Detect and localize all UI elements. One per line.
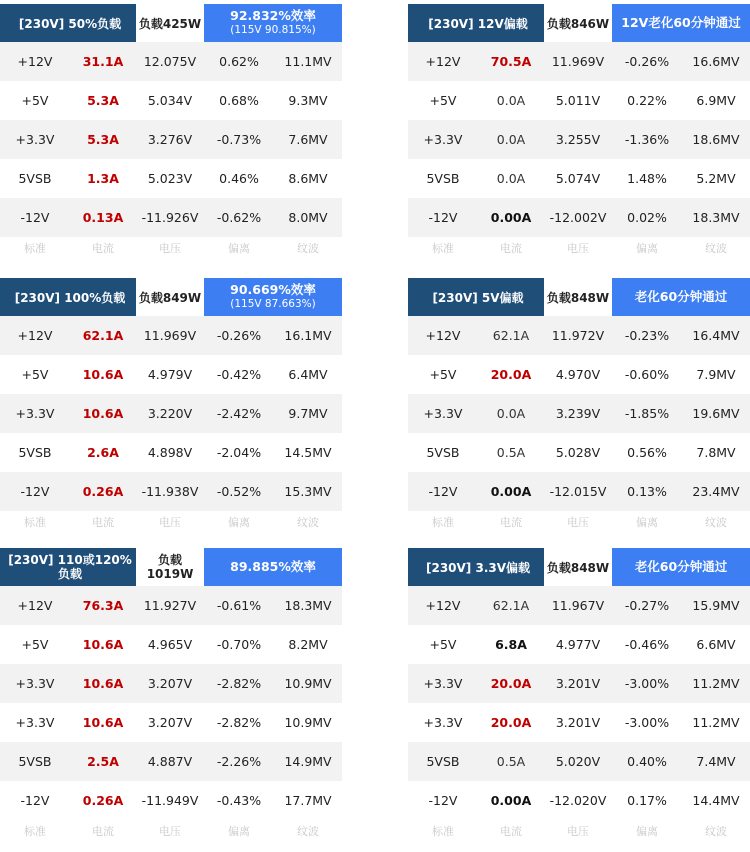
footer-label-voltage: 电压 [136,237,204,259]
efficiency-main: 90.669%效率 [230,282,316,297]
voltage-value: 4.970V [544,355,612,394]
deviation-value: 0.62% [204,42,274,81]
table-title: [230V] 110或120%负载 [0,548,136,586]
efficiency-cell [204,4,342,42]
table-row [0,198,342,237]
table-row [408,159,750,198]
deviation-value: -2.26% [204,742,274,781]
table-110-120-percent-load [0,548,342,842]
table-row [408,472,750,511]
deviation-value: 1.48% [612,159,682,198]
footer-label-current: 电流 [478,820,544,842]
table-row [408,120,750,159]
voltage-value: 3.207V [136,703,204,742]
efficiency-main: 12V老化60分钟通过 [621,15,741,30]
rail-name: +3.3V [0,703,70,742]
table-row [408,81,750,120]
rail-name: +3.3V [0,120,70,159]
voltage-value: -12.002V [544,198,612,237]
rail-name: +5V [408,81,478,120]
footer-label-standard: 标准 [408,237,478,259]
table-row [0,703,342,742]
ripple-value: 11.2MV [682,664,750,703]
load-label: 负载 1019W [136,548,204,586]
footer-label-voltage: 电压 [544,237,612,259]
efficiency-main: 老化60分钟通过 [634,289,728,304]
table-row [0,472,342,511]
voltage-value: 3.201V [544,664,612,703]
footer-label-ripple: 纹波 [682,237,750,259]
current-value: 10.6A [70,625,136,664]
deviation-value: -1.36% [612,120,682,159]
footer-label-current: 电流 [70,820,136,842]
footer-label-current: 电流 [70,511,136,533]
footer-label-standard: 标准 [0,820,70,842]
table-title: [230V] 50%负载 [0,4,136,42]
rail-name: 5VSB [0,742,70,781]
current-value: 2.5A [70,742,136,781]
footer-label-standard: 标准 [0,511,70,533]
current-value: 62.1A [70,316,136,355]
ripple-value: 18.6MV [682,120,750,159]
table-title: [230V] 3.3V偏载 [408,548,544,586]
table-3-3v-bias-load [408,548,750,842]
current-value: 10.6A [70,703,136,742]
current-value: 0.00A [478,781,544,820]
table-row [0,586,342,625]
table-title: [230V] 5V偏载 [408,278,544,316]
footer-label-standard: 标准 [408,820,478,842]
efficiency-cell [204,278,342,316]
ripple-value: 15.9MV [682,586,750,625]
footer-label-ripple: 纹波 [274,237,342,259]
ripple-value: 23.4MV [682,472,750,511]
current-value: 0.5A [478,742,544,781]
voltage-value: 5.023V [136,159,204,198]
load-label: 负载846W [544,4,612,42]
rail-name: 5VSB [0,159,70,198]
rail-name: +3.3V [408,120,478,159]
voltage-value: 3.239V [544,394,612,433]
current-value: 10.6A [70,394,136,433]
deviation-value: -2.04% [204,433,274,472]
rail-name: +5V [408,355,478,394]
table-title: [230V] 100%负载 [0,278,136,316]
ripple-value: 10.9MV [274,703,342,742]
current-value: 0.13A [70,198,136,237]
table-header [408,4,750,42]
deviation-value: -0.23% [612,316,682,355]
rail-name: -12V [0,781,70,820]
current-value: 6.8A [478,625,544,664]
rail-name: +3.3V [408,394,478,433]
table-row [408,394,750,433]
rail-name: +3.3V [0,664,70,703]
rail-name: -12V [0,472,70,511]
table-row [408,742,750,781]
current-value: 20.0A [478,664,544,703]
rail-name: +12V [408,316,478,355]
footer-label-deviation: 偏离 [204,237,274,259]
voltage-value: 4.977V [544,625,612,664]
footer-label-ripple: 纹波 [274,820,342,842]
table-row [0,664,342,703]
voltage-value: -11.949V [136,781,204,820]
table-header [408,278,750,316]
table-row [0,742,342,781]
table-row [0,781,342,820]
voltage-value: 3.220V [136,394,204,433]
current-value: 5.3A [70,120,136,159]
footer-label-ripple: 纹波 [274,511,342,533]
voltage-value: 4.898V [136,433,204,472]
current-value: 0.00A [478,472,544,511]
deviation-value: -2.42% [204,394,274,433]
ripple-value: 6.9MV [682,81,750,120]
current-value: 0.00A [478,198,544,237]
footer-label-current: 电流 [478,511,544,533]
deviation-value: -0.61% [204,586,274,625]
voltage-value: -11.938V [136,472,204,511]
efficiency-sub: (115V 87.663%) [230,298,316,310]
ripple-value: 8.0MV [274,198,342,237]
current-value: 0.26A [70,472,136,511]
ripple-value: 7.9MV [682,355,750,394]
rail-name: -12V [0,198,70,237]
deviation-value: -3.00% [612,664,682,703]
rail-name: +12V [408,42,478,81]
footer-label-current: 电流 [478,237,544,259]
rail-name: +12V [0,316,70,355]
ripple-value: 14.5MV [274,433,342,472]
deviation-value: -1.85% [612,394,682,433]
rail-name: 5VSB [408,433,478,472]
ripple-value: 11.2MV [682,703,750,742]
efficiency-cell [612,278,750,316]
footer-label-ripple: 纹波 [682,820,750,842]
footer-label-standard: 标准 [408,511,478,533]
ripple-value: 18.3MV [682,198,750,237]
footer-label-current: 电流 [70,237,136,259]
voltage-value: 5.074V [544,159,612,198]
table-footer [408,511,750,533]
deviation-value: 0.40% [612,742,682,781]
table-footer [408,237,750,259]
footer-label-deviation: 偏离 [204,511,274,533]
load-label: 负载849W [136,278,204,316]
current-value: 0.26A [70,781,136,820]
table-row [0,159,342,198]
footer-label-ripple: 纹波 [682,511,750,533]
voltage-value: 3.276V [136,120,204,159]
voltage-value: 11.969V [544,42,612,81]
voltage-value: 5.034V [136,81,204,120]
ripple-value: 8.6MV [274,159,342,198]
efficiency-cell [612,548,750,586]
footer-label-voltage: 电压 [544,820,612,842]
current-value: 2.6A [70,433,136,472]
table-row [408,433,750,472]
table-row [0,81,342,120]
footer-label-deviation: 偏离 [612,237,682,259]
table-header [0,4,342,42]
current-value: 20.0A [478,703,544,742]
table-12v-bias-load [408,4,750,259]
ripple-value: 14.4MV [682,781,750,820]
deviation-value: -2.82% [204,664,274,703]
efficiency-main: 89.885%效率 [230,559,316,574]
ripple-value: 9.3MV [274,81,342,120]
table-row [0,120,342,159]
table-row [0,316,342,355]
efficiency-cell [612,4,750,42]
current-value: 62.1A [478,316,544,355]
ripple-value: 6.6MV [682,625,750,664]
deviation-value: -0.26% [204,316,274,355]
rail-name: +5V [0,355,70,394]
voltage-value: 11.967V [544,586,612,625]
table-row [408,42,750,81]
deviation-value: -0.27% [612,586,682,625]
ripple-value: 5.2MV [682,159,750,198]
footer-label-standard: 标准 [0,237,70,259]
efficiency-sub: (115V 90.815%) [230,24,316,36]
current-value: 20.0A [478,355,544,394]
footer-label-deviation: 偏离 [204,820,274,842]
ripple-value: 15.3MV [274,472,342,511]
table-row [0,625,342,664]
ripple-value: 11.1MV [274,42,342,81]
rail-name: +5V [408,625,478,664]
table-50-percent-load [0,4,342,259]
ripple-value: 16.1MV [274,316,342,355]
deviation-value: -0.42% [204,355,274,394]
rail-name: 5VSB [408,742,478,781]
deviation-value: -0.46% [612,625,682,664]
ripple-value: 7.8MV [682,433,750,472]
rail-name: 5VSB [408,159,478,198]
ripple-value: 10.9MV [274,664,342,703]
deviation-value: 0.46% [204,159,274,198]
current-value: 10.6A [70,355,136,394]
rail-name: -12V [408,198,478,237]
table-row [0,42,342,81]
ripple-value: 16.6MV [682,42,750,81]
deviation-value: 0.17% [612,781,682,820]
load-label: 负载425W [136,4,204,42]
ripple-value: 17.7MV [274,781,342,820]
ripple-value: 8.2MV [274,625,342,664]
table-header [0,548,342,586]
footer-label-voltage: 电压 [544,511,612,533]
voltage-value: -12.015V [544,472,612,511]
voltage-value: -12.020V [544,781,612,820]
deviation-value: 0.68% [204,81,274,120]
rail-name: +3.3V [408,703,478,742]
efficiency-main: 老化60分钟通过 [634,559,728,574]
rail-name: -12V [408,472,478,511]
deviation-value: -0.62% [204,198,274,237]
current-value: 1.3A [70,159,136,198]
voltage-value: 5.011V [544,81,612,120]
table-header [0,278,342,316]
voltage-value: 4.979V [136,355,204,394]
voltage-value: 3.255V [544,120,612,159]
table-row [0,433,342,472]
rail-name: +3.3V [408,664,478,703]
table-row [408,781,750,820]
voltage-value: -11.926V [136,198,204,237]
voltage-value: 4.887V [136,742,204,781]
table-row [408,664,750,703]
rail-name: +12V [408,586,478,625]
footer-label-voltage: 电压 [136,820,204,842]
rail-name: +12V [0,42,70,81]
table-footer [0,820,342,842]
table-row [408,625,750,664]
table-row [408,586,750,625]
ripple-value: 7.4MV [682,742,750,781]
deviation-value: -0.52% [204,472,274,511]
ripple-value: 7.6MV [274,120,342,159]
voltage-value: 11.972V [544,316,612,355]
table-footer [0,237,342,259]
rail-name: +12V [0,586,70,625]
ripple-value: 14.9MV [274,742,342,781]
table-header [408,548,750,586]
current-value: 0.0A [478,81,544,120]
table-row [408,355,750,394]
current-value: 0.0A [478,159,544,198]
load-label: 负载848W [544,278,612,316]
rail-name: +3.3V [0,394,70,433]
voltage-value: 11.969V [136,316,204,355]
table-title: [230V] 12V偏载 [408,4,544,42]
ripple-value: 18.3MV [274,586,342,625]
deviation-value: -0.70% [204,625,274,664]
footer-label-voltage: 电压 [136,511,204,533]
ripple-value: 19.6MV [682,394,750,433]
efficiency-main: 92.832%效率 [230,8,316,23]
voltage-value: 3.207V [136,664,204,703]
table-footer [408,820,750,842]
table-footer [0,511,342,533]
table-100-percent-load [0,278,342,533]
current-value: 0.0A [478,120,544,159]
table-row [0,355,342,394]
rail-name: +5V [0,81,70,120]
table-row [0,394,342,433]
voltage-value: 11.927V [136,586,204,625]
current-value: 10.6A [70,664,136,703]
current-value: 0.5A [478,433,544,472]
deviation-value: -3.00% [612,703,682,742]
ripple-value: 6.4MV [274,355,342,394]
deviation-value: -0.60% [612,355,682,394]
deviation-value: -0.26% [612,42,682,81]
voltage-value: 5.020V [544,742,612,781]
table-row [408,703,750,742]
footer-label-deviation: 偏离 [612,820,682,842]
deviation-value: -0.43% [204,781,274,820]
ripple-value: 9.7MV [274,394,342,433]
load-label: 负载848W [544,548,612,586]
current-value: 62.1A [478,586,544,625]
footer-label-deviation: 偏离 [612,511,682,533]
voltage-value: 5.028V [544,433,612,472]
rail-name: 5VSB [0,433,70,472]
current-value: 70.5A [478,42,544,81]
deviation-value: -2.82% [204,703,274,742]
deviation-value: -0.73% [204,120,274,159]
deviation-value: 0.13% [612,472,682,511]
voltage-value: 3.201V [544,703,612,742]
current-value: 0.0A [478,394,544,433]
table-5v-bias-load [408,278,750,533]
table-row [408,198,750,237]
deviation-value: 0.56% [612,433,682,472]
current-value: 31.1A [70,42,136,81]
deviation-value: 0.02% [612,198,682,237]
ripple-value: 16.4MV [682,316,750,355]
deviation-value: 0.22% [612,81,682,120]
rail-name: +5V [0,625,70,664]
table-row [408,316,750,355]
current-value: 5.3A [70,81,136,120]
efficiency-cell [204,548,342,586]
voltage-value: 12.075V [136,42,204,81]
voltage-value: 4.965V [136,625,204,664]
current-value: 76.3A [70,586,136,625]
rail-name: -12V [408,781,478,820]
